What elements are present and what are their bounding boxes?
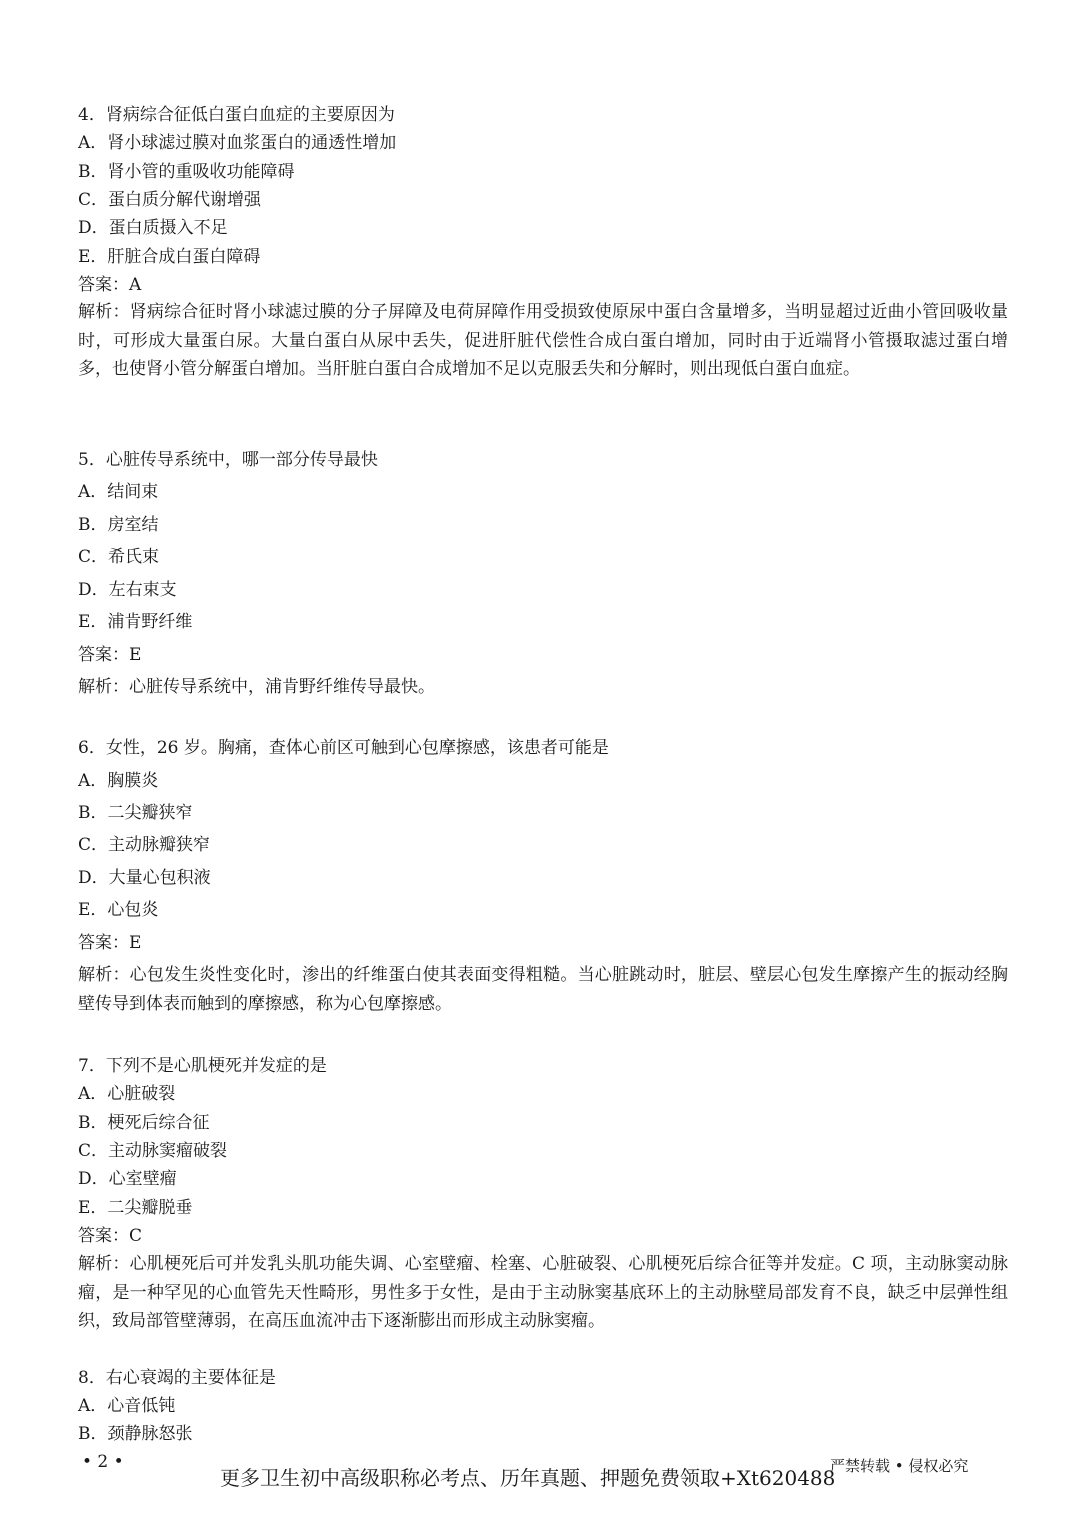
question-6-option-c: C．主动脉瓣狭窄 (78, 835, 211, 855)
question-4-option-e: E．肝脏合成白蛋白障碍 (78, 247, 261, 267)
question-7-option-c: C．主动脉窦瘤破裂 (78, 1141, 228, 1161)
question-5-option-a: A．结间束 (78, 482, 159, 502)
question-6-option-b: B．二尖瓣狭窄 (78, 803, 193, 823)
question-8-option-a: A．心音低钝 (78, 1396, 176, 1416)
question-5-option-c: C．希氏束 (78, 547, 160, 567)
question-6-analysis: 解析：心包发生炎性变化时，渗出的纤维蛋白使其表面变得粗糙。当心脏跳动时，脏层、壁层心包发生摩擦产生的振动经胸壁传导到体表而触到的摩擦感，称为心包摩擦感。 (78, 965, 1008, 1014)
question-7-option-a: A．心脏破裂 (78, 1084, 176, 1104)
question-4-analysis: 解析：肾病综合征时肾小球滤过膜的分子屏障及电荷屏障作用受损致使原尿中蛋白含量增多，当明显超过近曲小管回吸收量时，可形成大量蛋白尿。大量白蛋白从尿中丢失，促进肝脏代偿性合成白蛋白增加，同时由于近端肾小管摄取滤过蛋白增多，也使肾小管分解蛋白增加。当肝脏白蛋白合成增加不足以克服丢失和分解时，则出现低白蛋白血症。 (78, 302, 1008, 379)
page-number: • 2 • (82, 1452, 124, 1472)
question-6-option-d: D．大量心包积液 (78, 868, 211, 888)
question-7-option-d: D．心室壁瘤 (78, 1169, 177, 1189)
question-4-option-b: B．肾小管的重吸收功能障碍 (78, 162, 295, 182)
promo-banner-text: 更多卫生初中高级职称必考点、历年真题、押题免费领取+Xt620488 (220, 1466, 836, 1490)
question-8-option-b: B．颈静脉怒张 (78, 1424, 193, 1444)
question-6-option-a: A．胸膜炎 (78, 771, 159, 791)
question-4-stem: 4．肾病综合征低白蛋白血症的主要原因为 (78, 105, 395, 125)
question-5-option-b: B．房室结 (78, 515, 159, 535)
question-4-option-d: D．蛋白质摄入不足 (78, 218, 228, 238)
question-6-stem: 6．女性，26 岁。胸痛，查体心前区可触到心包摩擦感，该患者可能是 (78, 738, 609, 758)
question-7-stem: 7．下列不是心肌梗死并发症的是 (78, 1056, 327, 1076)
copyright-notice: 严禁转载 • 侵权必究 (830, 1457, 969, 1475)
question-7-answer: 答案：C (78, 1226, 143, 1246)
question-5-stem: 5．心脏传导系统中，哪一部分传导最快 (78, 450, 378, 470)
question-5-answer: 答案：E (78, 645, 142, 665)
question-4-answer: 答案：A (78, 275, 142, 295)
question-5-analysis: 解析：心脏传导系统中，浦肯野纤维传导最快。 (78, 677, 435, 697)
question-6-option-e: E．心包炎 (78, 900, 159, 920)
question-7-option-b: B．梗死后综合征 (78, 1113, 210, 1133)
question-4-option-a: A．肾小球滤过膜对血浆蛋白的通透性增加 (78, 133, 397, 153)
question-5-option-d: D．左右束支 (78, 580, 177, 600)
question-4-option-c: C．蛋白质分解代谢增强 (78, 190, 262, 210)
question-7-option-e: E．二尖瓣脱垂 (78, 1198, 193, 1218)
question-8-stem: 8．右心衰竭的主要体征是 (78, 1368, 276, 1388)
question-6-answer: 答案：E (78, 933, 142, 953)
question-5-option-e: E．浦肯野纤维 (78, 612, 193, 632)
question-7-analysis: 解析：心肌梗死后可并发乳头肌功能失调、心室壁瘤、栓塞、心脏破裂、心肌梗死后综合征等并发症。C 项，主动脉窦动脉瘤，是一种罕见的心血管先天性畸形，男性多于女性，是由于主动脉窦基底环上的主动脉壁局部发育不良，缺乏中层弹性组织，致局部管壁薄弱，在高压血流冲击下逐渐膨出而形成主动脉窦瘤。 (78, 1254, 1008, 1331)
